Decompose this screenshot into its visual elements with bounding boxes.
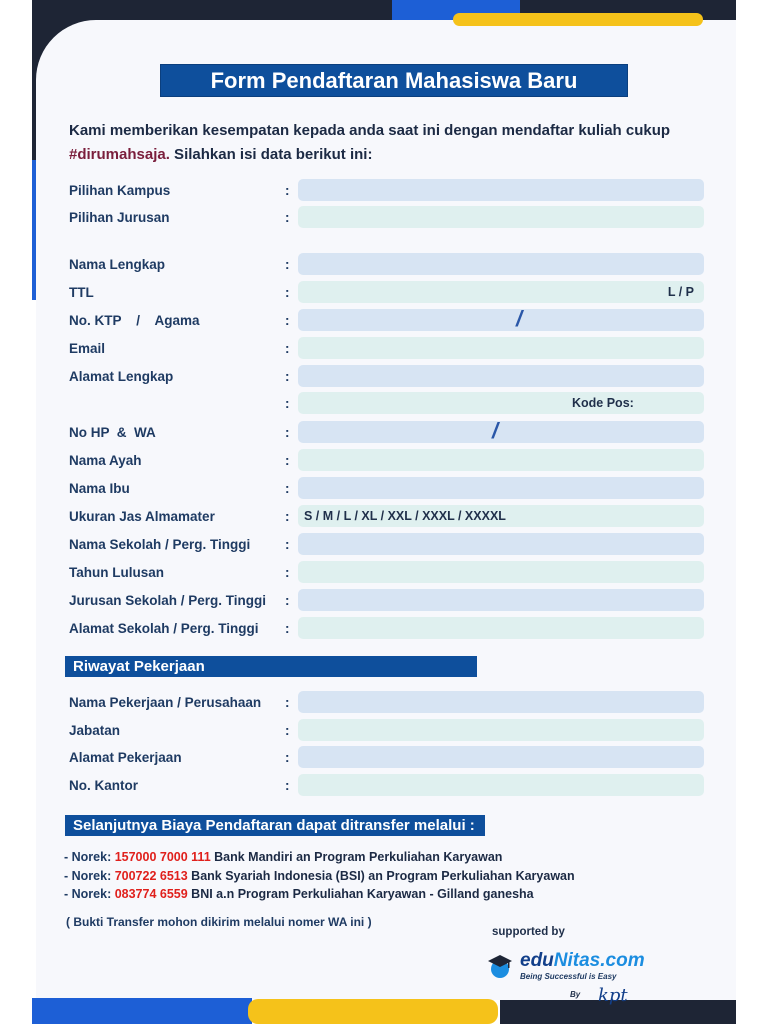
no-kantor-input[interactable] (298, 774, 704, 796)
field-colon: : (285, 593, 290, 608)
form-row-nama-ayah (69, 451, 709, 471)
bank-name: Bank Syariah Indonesia (BSI) an Program Perkuliahan Karyawan (187, 869, 575, 883)
brand-tagline: Being Successful is Easy (520, 972, 617, 981)
field-colon: : (285, 778, 290, 793)
field-label: No. Kantor (69, 778, 138, 793)
payment-item (64, 885, 534, 903)
form-row-alamat-pekerjaan (69, 748, 709, 768)
account-number: 083774 6559 (114, 887, 188, 901)
form-row-kode-pos (69, 394, 709, 414)
section-title-pembayaran: Selanjutnya Biaya Pendaftaran dapat ditransfer melalui : (65, 815, 485, 836)
field-colon: : (285, 723, 290, 738)
field-label: Pilihan Jurusan (69, 210, 170, 225)
field-colon: : (285, 425, 290, 440)
field-colon: : (285, 750, 290, 765)
field-colon: : (285, 695, 290, 710)
payment-item (64, 848, 502, 866)
payment-item (64, 867, 575, 885)
form-row-nama-lengkap (69, 255, 709, 275)
form-row-no-hp-wa (69, 418, 709, 443)
account-number: 700722 6513 (114, 869, 188, 883)
bank-name: Bank Mandiri an Program Perkuliahan Karyawan (210, 850, 503, 864)
nama-ibu-input[interactable] (298, 477, 704, 499)
gender-option-text: L / P (667, 285, 694, 299)
field-label: TTL (69, 285, 94, 300)
field-colon: : (285, 509, 290, 524)
form-row-pilihan-jurusan (69, 208, 709, 228)
field-colon: : (285, 537, 290, 552)
ktp-agama-input[interactable] (298, 306, 704, 331)
nama-pekerjaan-input[interactable] (298, 691, 704, 713)
field-colon: : (285, 369, 290, 384)
field-label: Nama Pekerjaan / Perusahaan (69, 695, 262, 710)
form-row-ukuran-jas (69, 507, 709, 527)
tahun-lulusan-input[interactable] (298, 561, 704, 583)
bg-bottom-blue-strip (32, 998, 252, 1024)
pilihan-jurusan-input[interactable] (298, 206, 704, 228)
alamat-pekerjaan-input[interactable] (298, 746, 704, 768)
bottom-yellow-pill (248, 999, 498, 1024)
pilihan-kampus-input[interactable] (298, 179, 704, 201)
field-label: Alamat Pekerjaan (69, 750, 182, 765)
field-colon: : (285, 453, 290, 468)
payment-prefix: - Norek: (64, 887, 115, 901)
intro-line2: Silahkan isi data berikut ini: (169, 146, 373, 163)
section-title-riwayat-pekerjaan: Riwayat Pekerjaan (65, 656, 477, 677)
no-hp-wa-input[interactable] (298, 418, 704, 443)
field-colon: : (285, 183, 290, 198)
intro-line1: Kami memberikan kesempatan kepada anda saat ini dengan mendaftar kuliah cukup (69, 122, 671, 139)
field-label: No. KTP / Agama (69, 313, 200, 328)
field-label: Alamat Lengkap (69, 369, 174, 384)
email-input[interactable] (298, 337, 704, 359)
form-row-email (69, 339, 709, 359)
edunitas-logo-text (520, 950, 645, 972)
field-colon: : (285, 621, 290, 636)
nama-lengkap-input[interactable] (298, 253, 704, 275)
account-number: 157000 7000 111 (114, 850, 211, 864)
field-label: Email (69, 341, 106, 356)
jurusan-sekolah-input[interactable] (298, 589, 704, 611)
field-label: Pilihan Kampus (69, 183, 171, 198)
field-label: Nama Ayah (69, 453, 142, 468)
form-row-no-kantor (69, 776, 709, 796)
payment-prefix: - Norek: (64, 850, 115, 864)
intro-text (69, 119, 729, 167)
field-colon: : (285, 565, 290, 580)
field-colon: : (285, 210, 290, 225)
separator-slash-icon: / (516, 306, 523, 331)
form-row-ktp-agama (69, 306, 709, 331)
form-row-jurusan-sekolah (69, 591, 709, 611)
form-row-nama-sekolah (69, 535, 709, 555)
field-colon: : (285, 396, 290, 411)
kode-pos-input[interactable] (298, 392, 704, 414)
field-label: No HP & WA (69, 425, 156, 440)
intro-hashtag: #dirumahsaja. (69, 146, 170, 163)
field-colon: : (285, 313, 290, 328)
form-row-nama-ibu (69, 479, 709, 499)
jabatan-input[interactable] (298, 719, 704, 741)
alamat-lengkap-input[interactable] (298, 365, 704, 387)
nama-sekolah-input[interactable] (298, 533, 704, 555)
transfer-note: ( Bukti Transfer mohon dikirim melalui nomer WA ini ) (66, 915, 372, 929)
field-label: Tahun Lulusan (69, 565, 164, 580)
brand-part1: edu (520, 950, 554, 971)
field-label: Nama Lengkap (69, 257, 166, 272)
field-label: Nama Ibu (69, 481, 130, 496)
kpt-logo: kpt (598, 985, 628, 1006)
field-colon: : (285, 481, 290, 496)
field-label: Jurusan Sekolah / Perg. Tinggi (69, 593, 267, 608)
form-row-alamat-lengkap (69, 367, 709, 387)
form-row-pilihan-kampus (69, 181, 709, 201)
field-label: Jabatan (69, 723, 121, 738)
brand-part2: Nitas.com (553, 950, 645, 971)
form-row-tahun-lulusan (69, 563, 709, 583)
by-label: By (570, 990, 581, 999)
nama-ayah-input[interactable] (298, 449, 704, 471)
supported-by-label: supported by (492, 926, 565, 938)
field-label: Nama Sekolah / Perg. Tinggi (69, 537, 251, 552)
payment-prefix: - Norek: (64, 869, 115, 883)
field-colon: : (285, 257, 290, 272)
form-row-ttl (69, 283, 709, 303)
field-label: Alamat Sekolah / Perg. Tinggi (69, 621, 259, 636)
page-title: Form Pendaftaran Mahasiswa Baru (160, 64, 628, 97)
form-row-jabatan (69, 721, 709, 741)
form-row-alamat-sekolah (69, 619, 709, 639)
ttl-input[interactable] (298, 281, 704, 303)
bank-name: BNI a.n Program Perkuliahan Karyawan - Gilland ganesha (187, 887, 534, 901)
graduation-cap-icon (486, 952, 514, 980)
separator-slash-icon: / (492, 418, 499, 443)
kode-pos-label: Kode Pos: (572, 396, 634, 410)
alamat-sekolah-input[interactable] (298, 617, 704, 639)
ukuran-jas-input[interactable] (298, 505, 704, 527)
size-options-text: S / M / L / XL / XXL / XXXL / XXXXL (304, 509, 506, 523)
field-colon: : (285, 285, 290, 300)
field-colon: : (285, 341, 290, 356)
top-yellow-pill (453, 13, 703, 26)
form-row-nama-pekerjaan (69, 693, 709, 713)
field-label: Ukuran Jas Almamater (69, 509, 215, 524)
